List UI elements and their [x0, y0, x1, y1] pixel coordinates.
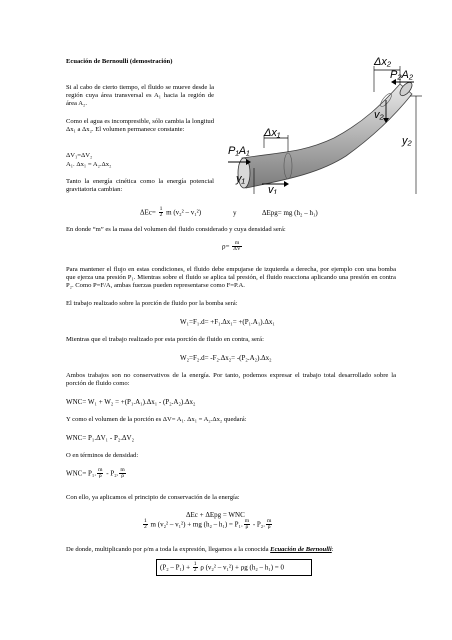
- paragraph-conservation: Con ello, ya aplicamos el principio de conservación de la energía:: [66, 494, 240, 501]
- paragraph-opposing-work: Mientras que el trabajo realizado por esta porción de fluido en contra, será:: [66, 336, 264, 343]
- bernoulli-pipe-figure: [224, 56, 424, 194]
- paragraph-flow-region: Si al cabo de cierto tiempo, el fluido se mueve desde la región cuya área transversal es A₁ hacia la región de área A₂.: [66, 84, 214, 108]
- paragraph-energy-change: Tanto la energía cinética como la energía potencial gravitatoria cambian:: [66, 178, 214, 194]
- equation-conservation-2: $\frac{1}{2}$ m (v₂² – v₁²) + mg (h₂ – h₁) = P₁. $\frac{m}{\rho}$ - P₂. $\frac{m}{\rho}$: [144, 518, 272, 531]
- equation-connector-y: y: [233, 209, 237, 217]
- fraction-half: $\frac{1}{2}$: [159, 206, 163, 219]
- label-p2a2: P₂A₂: [390, 69, 414, 81]
- equation-potential-energy: ΔEpg= mg (h₂ – h₁): [262, 209, 318, 217]
- label-p1a1: P₁A₁: [228, 145, 250, 157]
- label-v1: v₁: [268, 184, 277, 194]
- equation-work-total: WNC= W₁ + W₂ = +(P₁.A₁).Δx₁ - (P₂.A₂).Δx₂: [66, 398, 196, 406]
- equation-bernoulli-final: (P₂ – P₁) + $\frac{1}{2}$ ρ (v₂² – v₁²) + ρg (h₂ – h₁) = 0: [160, 561, 284, 574]
- equation-work-2: W₂=F₂.d= -F₂.Δx₂= -(P₂.A₂).Δx₂: [180, 354, 272, 362]
- paragraph-density-terms: O en términos de densidad:: [66, 452, 139, 459]
- paragraph-bernoulli-conclusion: De donde, multiplicando por ρ/m a toda la expresión, llegamos a la conocida Ecuación de Bernoulli:: [66, 546, 334, 553]
- paragraph-non-conservative: Ambos trabajos son no conservativos de la energía. Por tanto, podemos expresar el trabajo total desarrollado sobre la porción de fluido como:: [66, 372, 396, 388]
- page-title: Ecuación de Bernoulli (demostración): [66, 58, 173, 65]
- equation-volume-equal: ΔV₁=ΔV₂: [66, 152, 93, 159]
- equation-conservation-1: ΔEc + ΔEpg = WNC: [186, 511, 245, 519]
- paragraph-incompressible: Como el agua es incompresible, sólo cambia la longitud Δx₁ a Δx₂. El volumen permanece constante:: [66, 118, 214, 134]
- label-y1: y₁: [236, 173, 245, 185]
- equation-kinetic-energy: ΔEc= $\frac{1}{2}$ m (v₂² – v₁²): [140, 206, 202, 219]
- equation-density: ρ= $\frac{m}{\Delta V}$: [222, 240, 241, 253]
- equation-work-volume: WNC= P₁.ΔV₁ - P₂.ΔV₂: [66, 434, 135, 442]
- label-delta-x2: Δx₂: [374, 56, 392, 68]
- paragraph-volume: Y como el volumen de la porción es ΔV= A₁. Δx₁ = A₂.Δx₂ quedará:: [66, 416, 247, 423]
- equation-work-1: W₁=F₁.d= +F₁.Δx₁= +(P₁.A₁).Δx₁: [180, 318, 275, 326]
- label-y2: y₂: [402, 135, 412, 147]
- equation-area-length: A₁. Δx₁ = A₂.Δx₂: [66, 161, 112, 168]
- label-v2: v₂: [374, 109, 384, 121]
- bernoulli-equation-link[interactable]: Ecuación de Bernoulli: [270, 546, 332, 553]
- equation-work-density: WNC= P₁. $\frac{m}{\rho}$ - P₂. $\frac{m}{\rho}$: [66, 467, 125, 480]
- paragraph-pump-work: El trabajo realizado sobre la porción de fluido por la bomba será:: [66, 300, 238, 307]
- paragraph-mass-density: En donde “m” es la masa del volumen del fluido considerado y cuya densidad será:: [66, 226, 286, 233]
- label-delta-x1: Δx₁: [264, 127, 281, 139]
- paragraph-pump-pressure: Para mantener el flujo en estas condiciones, el fluido debe empujarse de izquierda a derecha, por ejemplo con una bomba que ejerza una presión P₁. Mientras sobre el fluido se aplica tal presión, el fluido reacciona aplicando una presión en contra P₂. Como P=F/A, ambas fuerzas pueden representarse como F=P.A.: [66, 266, 396, 290]
